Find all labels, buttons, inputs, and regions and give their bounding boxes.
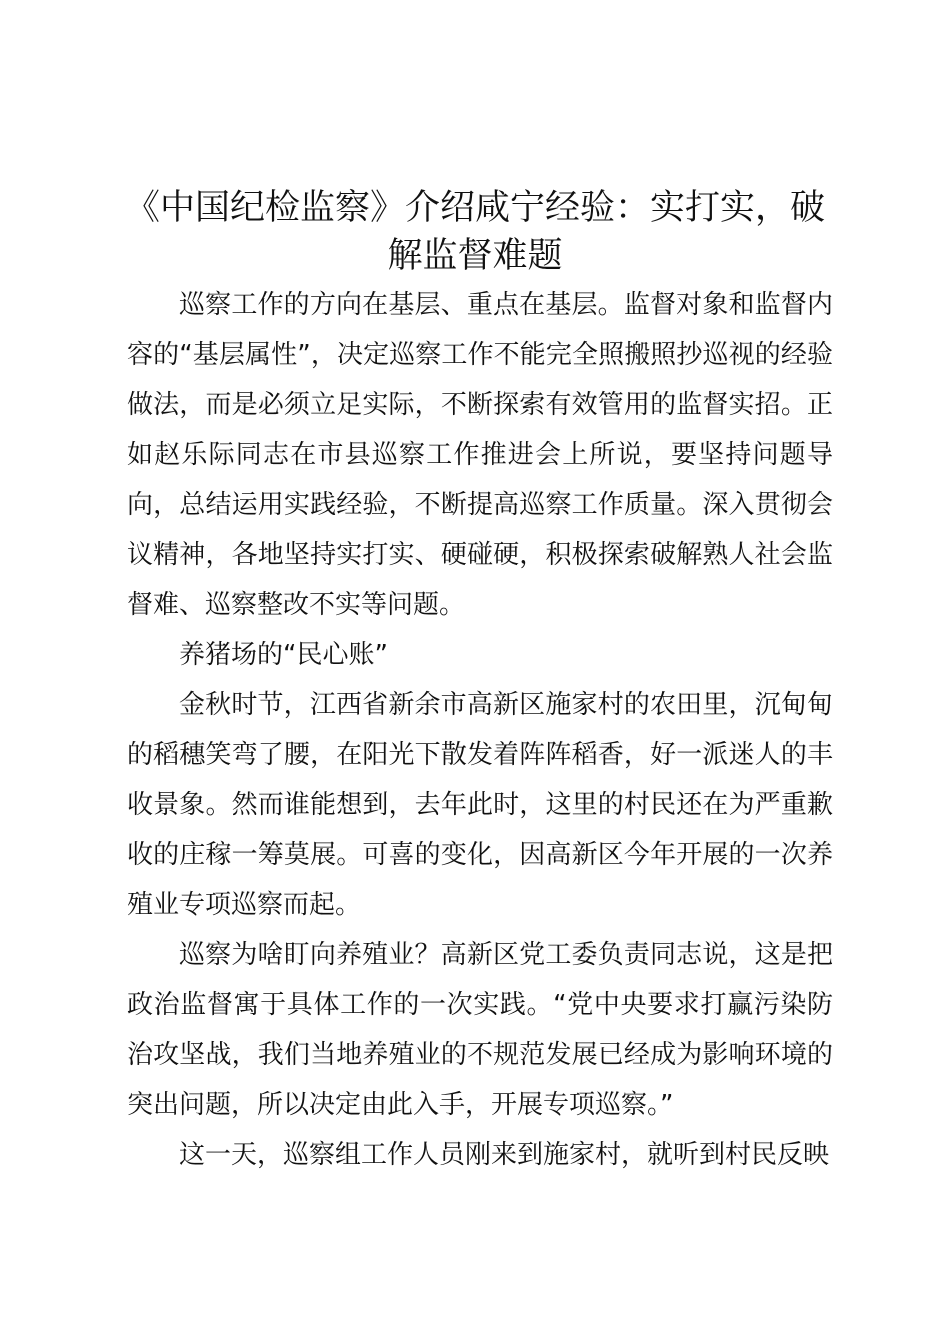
- paragraph-intro: 巡察工作的方向在基层、重点在基层。监督对象和监督内容的“基层属性”，决定巡察工作不能完全照搬照抄巡视的经验做法，而是必须立足实际，不断探索有效管用的监督实招。正如赵乐际同志在市县巡察工作推进会上所说，要坚持问题导向，总结运用实践经验，不断提高巡察工作质量。深入贯彻会议精神，各地坚持实打实、硬碰硬，积极探索破解熟人社会监督难、巡察整改不实等问题。: [127, 290, 833, 620]
- paragraph-that-day: 这一天，巡察组工作人员刚来到施家村，就听到村民反映: [179, 1140, 830, 1170]
- section-heading: 养猪场的“民心账”: [179, 640, 388, 670]
- document-title: 《中国纪检监察》介绍咸宁经验：实打实，破解监督难题: [124, 188, 825, 276]
- document-body: [127, 280, 833, 1180]
- paragraph-why-aquaculture: 巡察为啥盯向养殖业？高新区党工委负责同志说，这是把政治监督寓于具体工作的一次实践。“党中央要求打赢污染防治攻坚战，我们当地养殖业的不规范发展已经成为影响环境的突出问题，所以决定由此入手，开展专项巡察。”: [127, 940, 833, 1120]
- paragraph-harvest: 金秋时节，江西省新余市高新区施家村的农田里，沉甸甸的稻穗笑弯了腰，在阳光下散发着阵阵稻香，好一派迷人的丰收景象。然而谁能想到，去年此时，这里的村民还在为严重歉收的庄稼一筹莫展。可喜的变化，因高新区今年开展的一次养殖业专项巡察而起。: [127, 690, 833, 920]
